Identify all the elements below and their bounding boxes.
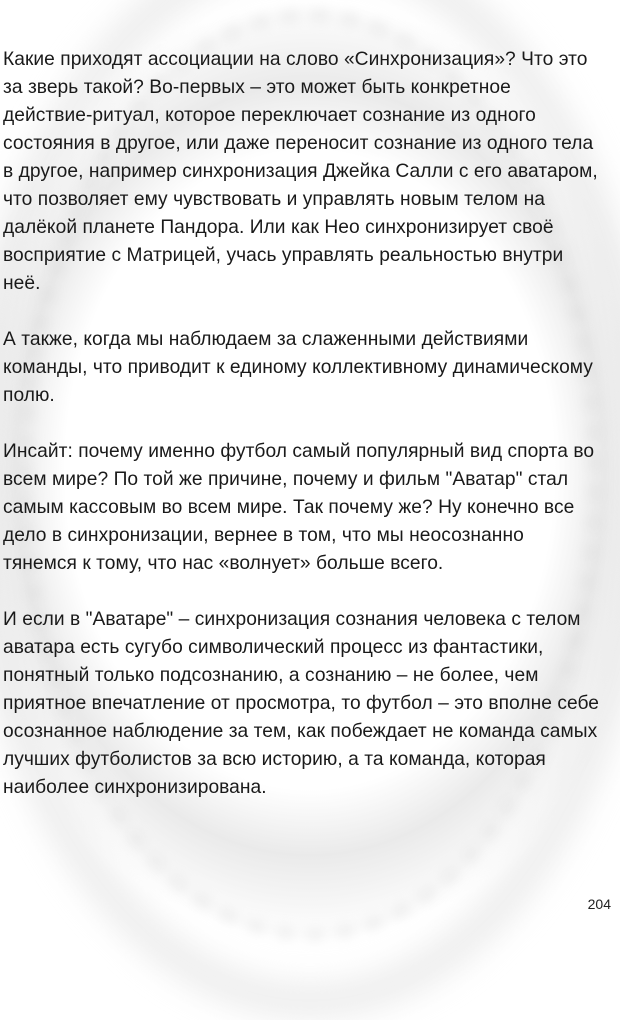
paragraph-4: И если в "Аватаре" – синхронизация сознания человека с телом аватара есть сугубо символический процесс из фантастики, понятный только подсознанию, а сознанию – не более, чем приятное впечатление от просмотра, то футбол – это вполне себе осознанное наблюдение за тем, как побеждает не команда самых лучших футболистов за всю историю, а та команда, которая наиболее синхронизирована. [3,609,600,798]
paragraph-3: Инсайт: почему именно футбол самый популярный вид спорта во всем мире? По той же причине, почему и фильм "Аватар" стал самым кассовым во всем мире. Так почему же? Ну конечно все дело в синхронизации, вернее в том, что мы неосознанно тянемся к тому, что нас «волнует» больше всего. [3,441,595,574]
paragraph-1: Какие приходят ассоциации на слово «Синхронизация»? Что это за зверь такой? Во-первых – это может быть конкретное действие-ритуал, которое переключает сознание из одного состояния в другое, или даже переносит сознание из одного тела в другое, например синхронизация Джейка Салли с его аватаром, что позволяет ему чувствовать и управлять новым телом на далёкой планете Пандора. Или как Нео синхронизирует своё восприятие с Матрицей, учась управлять реальностью внутри неё. [3,49,598,294]
document-body [3,46,603,830]
paragraph-2: А также, когда мы наблюдаем за слаженными действиями команды, что приводит к единому коллективному динамическому полю. [3,329,593,406]
page-number: 204 [587,896,611,912]
